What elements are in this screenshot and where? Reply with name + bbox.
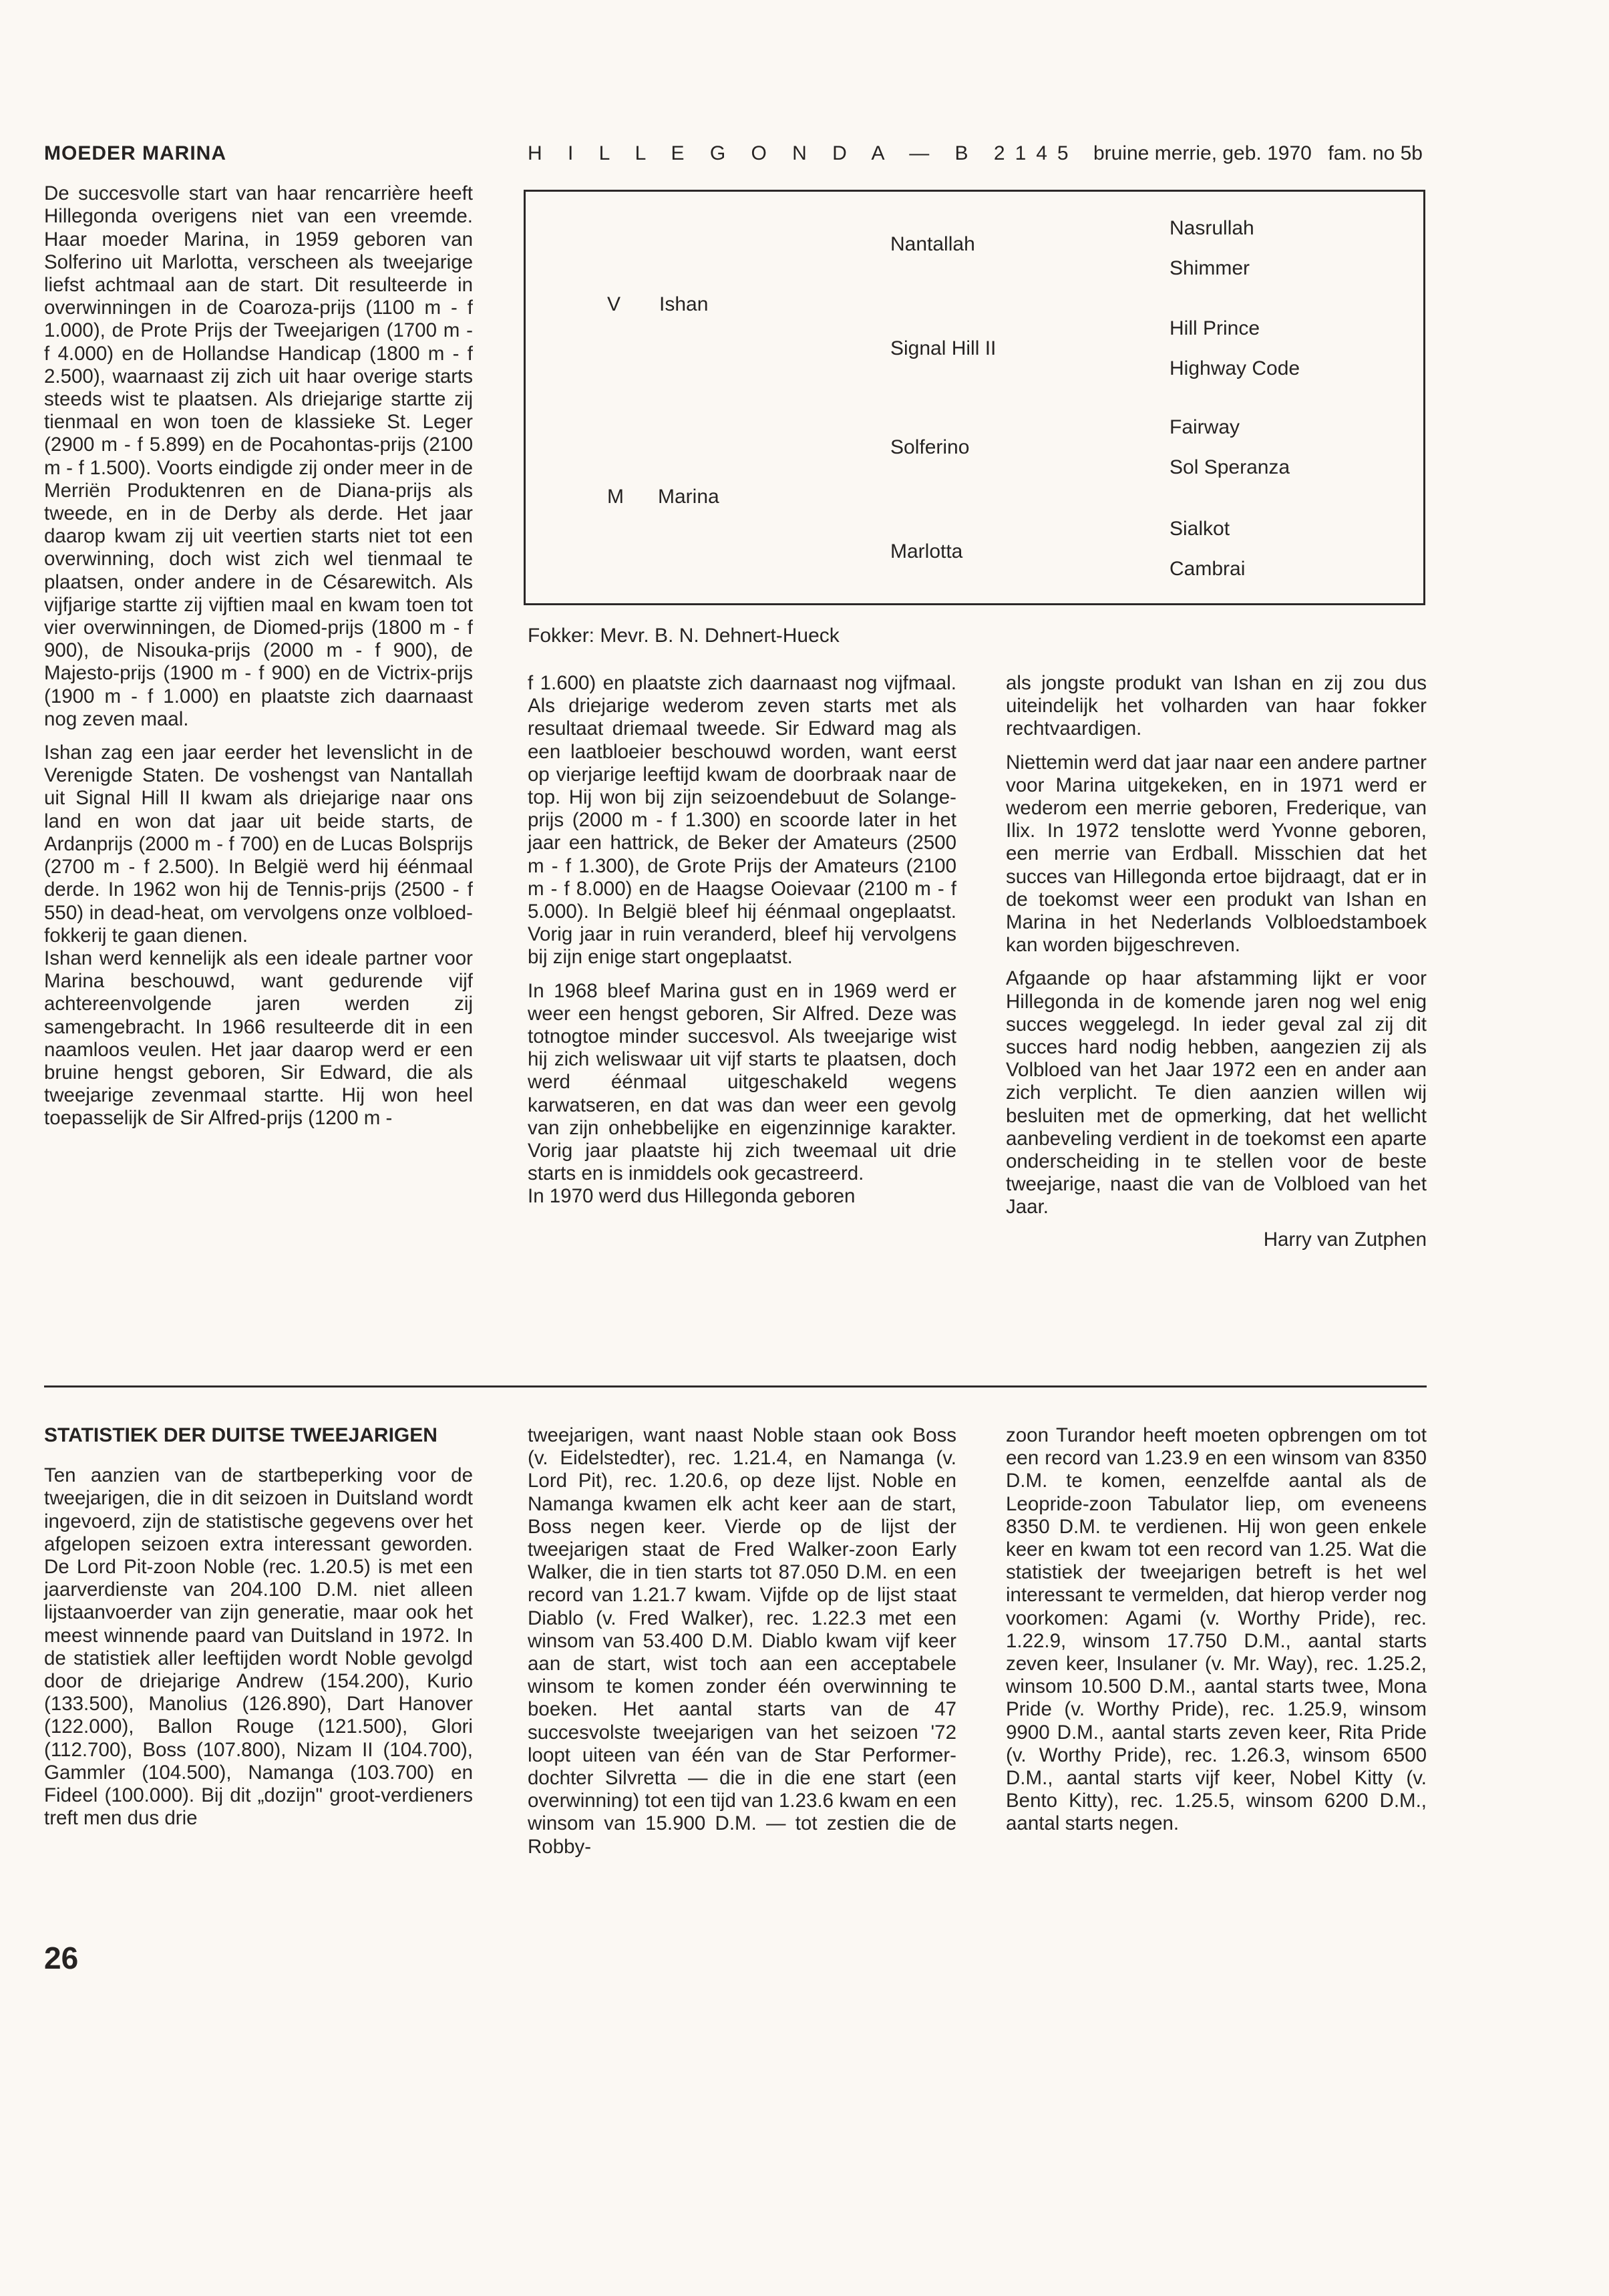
breeder-line: Fokker: Mevr. B. N. Dehnert-Hueck	[528, 625, 840, 647]
grandparent: Signal Hill II	[890, 337, 997, 359]
sire-name: Ishan	[659, 293, 709, 315]
family-number: fam. no 5b	[1328, 142, 1423, 164]
section-divider	[44, 1385, 1427, 1387]
dam-name: Marina	[658, 486, 719, 508]
horse-description: bruine merrie, geb. 1970	[1093, 142, 1312, 164]
author-signature: Harry van Zutphen	[1263, 1228, 1427, 1251]
paragraph: Ten aanzien van de startbeperking voor de tweejarigen, die in dit seizoen in Duitsland wordt ingevoerd, zijn de statistische gegevens over het afgelopen seizoen extra interessant geworden. De Lord Pit-zoon Noble (rec. 1.20.5) is met een jaarverdienste van 204.100 D.M. niet alleen lijstaanvoerder van zijn generatie, maar ook het meest winnende paard van Duitsland in 1972. In de statistiek aller leeftijden wordt Noble gevolgd door de driejarige Andrew (154.200), Kurio (133.500), Manolius (126.890), Dart Hanover (122.000), Ballon Rouge (121.500), Glori (112.700), Boss (107.800), Nizam II (104.700), Gammler (104.500), Namanga (103.700) en Fideel (100.000). Bij dit „dozijn" groot-verdieners treft men dus drie	[44, 1464, 473, 1830]
great-grandparent: Shimmer	[1170, 257, 1250, 279]
great-grandparent: Highway Code	[1170, 357, 1300, 379]
statistiek-col-2	[528, 1424, 956, 1858]
paragraph: tweejarigen, want naast Noble staan ook Boss (v. Eidelstedter), rec. 1.21.4, en Namanga (v. Lord Pit), rec. 1.20.6, op deze lijst. Noble en Namanga kwamen elk acht keer aan de start, Boss negen keer. Vierde op de lijst der tweejarigen staat de Fred Walker-zoon Early Walker, die in tien starts tot 87.050 D.M. en een record van 1.21.7 kwam. Vijfde op de lijst staat Diablo (v. Fred Walker), rec. 1.22.3 met een winsom van 53.400 D.M. Diablo kwam vijf keer aan de start, wist toch aan een acceptabele winsom te komen zonder één overwinning te boeken. Het aantal starts van de 47 succesvolste tweejarigen van het seizoen '72 loopt uiteen van één van de Star Performer-dochter Silvretta — die in die ene start (een overwinning) tot een tijd van 1.23.6 kwam en een winsom van 15.900 D.M. — tot zestien die de Robby-	[528, 1424, 956, 1858]
dam-label: M	[607, 486, 624, 508]
statistiek-col-3	[1006, 1424, 1427, 1836]
paragraph: zoon Turandor heeft moeten opbrengen om tot een record van 1.23.9 en een winsom van 8350 D.M. te komen, eenzelfde aantal als de Leopride-zoon Tabulator liep, om eveneens 8350 D.M. te verdienen. Hij won geen enkele keer en kwam tot een record van 1.25. Wat die statistiek der tweejarigen betreft is het wel interessant te vermelden, dat hierop verder nog voorkomen: Agami (v. Worthy Pride), rec. 1.22.9, winsom 17.750 D.M., aantal starts zeven keer, Insulaner (v. Mr. Way), rec. 1.25.2, winsom 10.500 D.M., aantal starts twee, Mona Pride (v. Worthy Pride), rec. 1.25.9, winsom 9900 D.M., aantal starts zeven keer, Rita Pride (v. Worthy Pride), rec. 1.26.3, winsom 6500 D.M., aantal starts vijf keer, Nobel Kitty (v. Bento Kitty), rec. 1.25.5, winsom 6200 D.M., aantal starts negen.	[1006, 1424, 1427, 1835]
paragraph: Ishan werd kennelijk als een ideale partner voor Marina beschouwd, want gedurende vijf achtereenvolgende jaren werden zij samengebracht. In 1966 resulteerde dit in een naamloos veulen. Het jaar daarop werd er een bruine hengst geboren, Sir Edward, die als tweejarige zevenmaal startte. Hij won heel toepasselijk de Sir Alfred-prijs (1200 m -	[44, 947, 473, 1130]
paragraph: Ishan zag een jaar eerder het levenslicht in de Verenigde Staten. De voshengst van Nantallah uit Signal Hill II kwam als driejarige naar ons land en won dat jaar uit beide starts, de Ardanprijs (2000 m - f 700) en de Lucas Bolsprijs (2700 m - f 2.500). In België werd hij éénmaal derde. In 1962 won hij de Tennis-prijs (2500 - f 550) in dead-heat, om vervolgens onze volbloed-fokkerij te gaan dienen.	[44, 742, 473, 947]
statistiek-col-1	[44, 1424, 473, 1830]
pedigree-table	[524, 190, 1425, 605]
great-grandparent: Sol Speranza	[1170, 456, 1290, 478]
great-grandparent: Nasrullah	[1170, 217, 1254, 239]
paragraph: Niettemin werd dat jaar naar een andere partner voor Marina uitgekeken, en in 1971 werd er wederom een merrie geboren, Frederique, van Ilix. In 1972 tenslotte werd Yvonne geboren, een merrie van Erdball. Misschien dat het succes van Hillegonda ertoe bijdraagt, dat er in de toekomst weer een produkt van Ishan en Marina in het Nederlands Volbloedstamboek kan worden bijgeschreven.	[1006, 751, 1427, 957]
moeder-col-3	[1006, 672, 1427, 1251]
moeder-col-2	[528, 672, 956, 1208]
great-grandparent: Hill Prince	[1170, 317, 1260, 339]
page-number: 26	[44, 1941, 79, 1975]
great-grandparent: Sialkot	[1170, 518, 1230, 540]
paragraph: In 1970 werd dus Hillegonda geboren	[528, 1185, 856, 1208]
great-grandparent: Cambrai	[1170, 558, 1246, 580]
pedigree-title	[528, 142, 1423, 165]
grandparent: Solferino	[890, 436, 970, 458]
paragraph: De succesvolle start van haar rencarrière heeft Hillegonda overigens niet van een vreemde. Haar moeder Marina, in 1959 geboren van Solferino uit Marlotta, verscheen als tweejarige liefst achtmaal aan de start. Dit resulteerde in overwinningen in de Coaroza-prijs (1100 m - f 1.000), de Prote Prijs der Tweejarigen (1700 m - f 4.000) en de Hollandse Handicap (1800 m - f 2.500), waarnaast zij zich uit haar overige starts steeds wist te plaatsen. Als driejarige startte zij tienmaal en won toen de klassieke St. Leger (2900 m - f 5.899) en de Pocahontas-prijs (2100 m - f 1.500). Voorts eindigde zij onder meer in de Merriën Produktenren en de Diana-prijs als tweede, en in de Derby als derde. Het jaar daarop kwam zij uit veertien starts niet tot een overwinning, doch wist zich wel tienmaal te plaatsen, onder andere in de Césarewitch. Als vijfjarige startte zij vijftien maal en kwam toen tot vier overwinningen, de Diomed-prijs (1800 m - f 900), de Nisouka-prijs (2000 m - f 900), de Majesto-prijs (1900 m - f 900) en de Victrix-prijs (1900 m - f 1.000) en plaatste zich daarnaast nog zeven maal.	[44, 182, 473, 730]
paragraph: f 1.600) en plaatste zich daarnaast nog vijfmaal. Als driejarige wederom zeven starts met als resultaat driemaal tweede. Sir Edward mag als een laatbloeier beschouwd worden, want eerst op vierjarige leeftijd kwam de doorbraak naar de top. Hij won bij zijn seizoendebuut de Solange-prijs (2000 m - f 1.300) en scoorde later in het jaar een hattrick, de Beker der Amateurs (2500 m - f 1.300), de Grote Prijs der Amateurs (2100 m - f 8.000) en de Haagse Ooievaar (2100 m - f 5.000). In België bleef hij éénmaal ongeplaatst. Vorig jaar in ruin veranderd, bleef hij vervolgens bij zijn enige start ongeplaatst.	[528, 672, 956, 969]
article-heading: STATISTIEK DER DUITSE TWEEJARIGEN	[44, 1424, 437, 1446]
grandparent: Nantallah	[890, 233, 975, 255]
sire-label: V	[607, 293, 621, 315]
article-heading: MOEDER MARINA	[44, 142, 226, 164]
great-grandparent: Fairway	[1170, 416, 1240, 438]
horse-name: H I L L E G O N D A — B 2145	[528, 142, 1079, 164]
paragraph: Afgaande op haar afstamming lijkt er voor Hillegonda in de komende jaren nog wel enig succes weggelegd. In ieder geval zal zij dit succes hard nodig hebben, aangezien zij als Volbloed van het Jaar 1972 een en ander aan zich verplicht. Te dien aanzien willen wij besluiten met de opmerking, dat het wellicht aanbeveling verdient in de toekomst een aparte onderscheiding in te stellen voor de beste tweejarige, naast die van de Volbloed van het Jaar.	[1006, 967, 1427, 1218]
paragraph: als jongste produkt van Ishan en zij zou dus uiteindelijk het volharden van haar fokker rechtvaardigen.	[1006, 672, 1427, 740]
moeder-col-1	[44, 142, 473, 1130]
paragraph: In 1968 bleef Marina gust en in 1969 werd er weer een hengst geboren, Sir Alfred. Deze was totnogtoe minder succesvol. Als tweejarige wist hij zich weliswaar uit vijf starts te plaatsen, doch werd éénmaal uitgeschakeld wegens karwatseren, en dat was dan weer een gevolg van zijn onhebbelijke en eigenzinnige karakter. Vorig jaar plaatste hij zich tweemaal uit drie starts en is inmiddels ook gecastreerd.	[528, 979, 956, 1185]
grandparent: Marlotta	[890, 540, 963, 562]
